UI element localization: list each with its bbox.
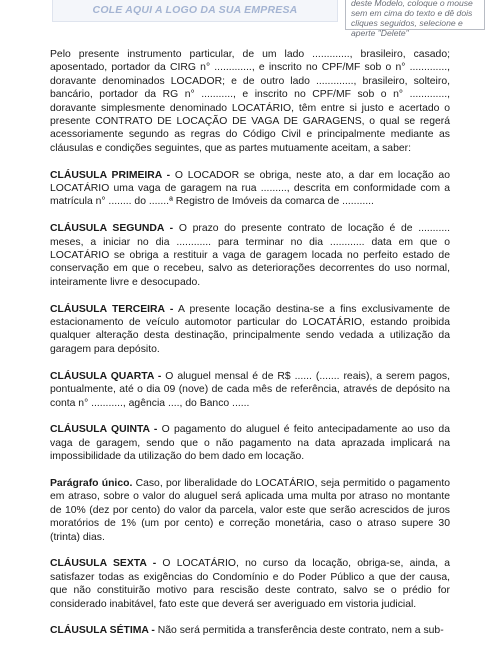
document-header (0, 0, 500, 38)
clause-segunda (50, 222, 450, 289)
clause-quarta (50, 370, 450, 410)
instruction-note[interactable] (345, 0, 485, 38)
clause-setima (50, 624, 450, 637)
clause-text: O prazo do presente contrato de locação é de ........... meses, a iniciar no dia ............ para terminar no dia ............ data em que o LOCATÁRIO se obriga a restituir a vaga de garagem locada no perfeito estado de conservação em que o recebeu, salvo as deteriorações decorrentes do uso normal, inteiramente livre e desocupado. (50, 223, 450, 288)
clause-terceira (50, 303, 450, 357)
clause-text: O LOCADOR se obriga, neste ato, a dar em locação ao LOCATÁRIO uma vaga de garagem na rua ........., descrita em conformidade com a matrícula n° ........ do .......ª Registro de Imóveis da comarca de ........... (50, 169, 450, 208)
clause-title: CLÁUSULA QUINTA - (50, 424, 158, 436)
clause-title: CLÁUSULA SÉTIMA - (50, 625, 155, 637)
clause-text: O pagamento do aluguel é feito antecipadamente ao uso da vaga de garagem, sendo que o não pagamento na data aprazada implicará na impossibilidade da utilização do bem dado em locação. (50, 424, 450, 463)
clause-title: CLÁUSULA PRIMEIRA - (50, 169, 171, 181)
clause-title: CLÁUSULA SEXTA - (50, 558, 157, 570)
clause-title: Parágrafo único. (50, 477, 133, 489)
instruction-note-text: deste Modelo, coloque o mouse sem em cima do texto e dê dois cliques seguidos, selecione e aperte "Delete" (351, 0, 473, 38)
clause-text: O LOCATÁRIO, no curso da locação, obriga-se, ainda, a satisfazer todas as exigências do Condomínio e do Poder Público a que der causa, que não constituirão motivo para rescisão deste contrato, salvo se o prédio for considerado inabitável, fato este que deverá ser averiguado em vistoria judicial. (50, 558, 450, 610)
clause-text: Não será permitida a transferência deste contrato, nem a sub- (154, 625, 444, 637)
logo-placeholder[interactable] (52, 0, 338, 22)
clause-title: CLÁUSULA QUARTA - (50, 370, 162, 382)
clause-text: Caso, por liberalidade do LOCATÁRIO, seja permitido o pagamento em atraso, sobre o valor do aluguel será aplicada uma multa por atraso no montante de 10% (dez por cento) do valor da parcela, valor este que serão acrescidos de juros moratórios de 1% (um por cento) e correção monetária, caso o atraso supere 30 (trinta) dias. (50, 477, 450, 543)
paragrafo-unico (50, 477, 450, 544)
clause-quinta (50, 423, 450, 463)
clause-text: O aluguel mensal é de R$ ...... (....... reais), a serem pagos, pontualmente, até o dia 09 (nove) de cada mês de referência, através de depósito na conta n° ..........., agência ...., do Banco ...... (50, 370, 450, 409)
clause-title: CLÁUSULA TERCEIRA - (50, 303, 174, 315)
contract-body (50, 48, 450, 651)
clause-text: A presente locação destina-se a fins exclusivamente de estacionamento de veículo automotor particular do LOCATÁRIO, estando proibida qualquer alteração desta destinação, principalmente sendo vedada a utilização da garagem para depósito. (50, 303, 451, 355)
clause-sexta (50, 557, 450, 611)
clause-title: CLÁUSULA SEGUNDA - (50, 223, 174, 235)
intro-paragraph: Pelo presente instrumento particular, de um lado ............., brasileiro, casado; aposentado, portador da CIRG n° ............., e inscrito no CPF/MF sob o n° ............., doravante denominados LOCADOR; e de outro lado ............., brasileiro, solteiro, bancário, portador da RG n° ..........., e inscrito no CPF/MF sob o n° ............., doravante simplesmente denominado LOCATÁRIO, têm entre si justo e acertado o presente CONTRATO DE LOCAÇÃO DE VAGA DE GARAGENS, o qual se regerá acessoriamente segundo as regras do Código Civil e principalmente mediante as cláusulas e condições seguintes, que as partes mutuamente aceitam, a saber: (50, 49, 450, 154)
logo-placeholder-text: COLE AQUI A LOGO DA SUA EMPRESA (92, 4, 298, 16)
clause-primeira (50, 169, 450, 209)
